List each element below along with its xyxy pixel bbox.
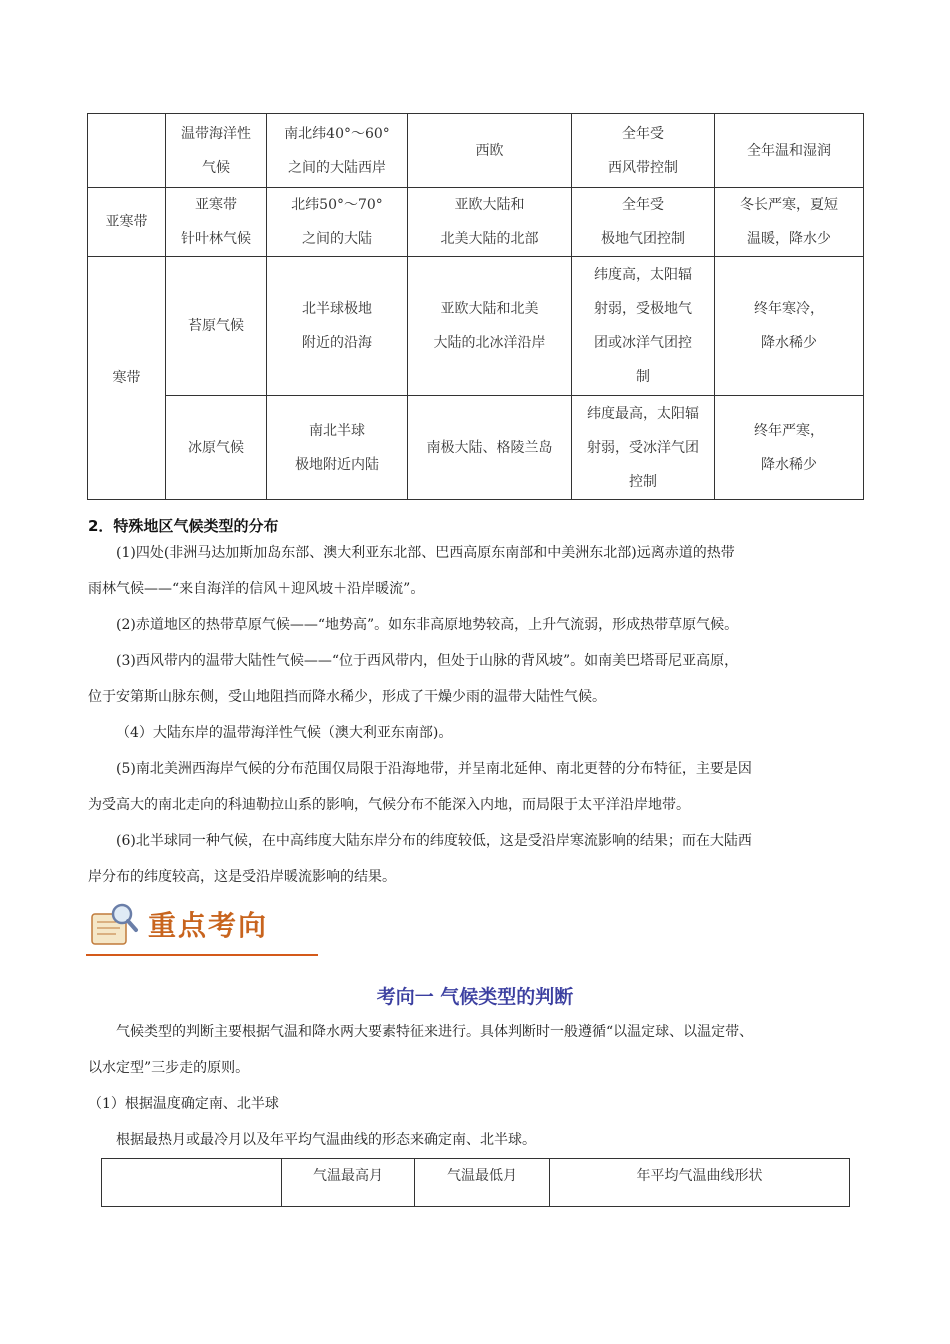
paragraph: 根据最热月或最冷月以及年平均气温曲线的形态来确定南、北半球。 [116, 1132, 536, 1148]
paragraph: (5)南北美洲西海岸气候的分布范围仅局限于沿海地带，并呈南北延伸、南北更替的分布特征，主要是因 [116, 761, 752, 777]
climate-type-cell: 苔原气候 [166, 257, 267, 396]
key-focus-banner [86, 896, 318, 956]
feature-cell: 终年寒冷， 降水稀少 [715, 257, 864, 396]
paragraph: (2)赤道地区的热带草原气候——“地势高”。如东非高原地势较高，上升气流弱，形成热带草原气候。 [116, 617, 739, 633]
region-cell: 亚欧大陆和 北美大陆的北部 [408, 188, 572, 257]
cause-cell: 纬度最高，太阳辐 射弱，受冰洋气团 控制 [572, 396, 715, 500]
region-cell: 西欧 [408, 114, 572, 188]
paragraph: 岸分布的纬度较高，这是受沿岸暖流影响的结果。 [88, 869, 396, 885]
table-header-cell: 气温最低月 [415, 1159, 550, 1207]
table-header-cell: 气温最高月 [282, 1159, 415, 1207]
section2-body [88, 535, 863, 895]
feature-cell: 全年温和湿润 [715, 114, 864, 188]
table-row [88, 114, 864, 188]
region-cell: 亚欧大陆和北美 大陆的北冰洋沿岸 [408, 257, 572, 396]
feature-cell: 冬长严寒，夏短 温暖，降水少 [715, 188, 864, 257]
table-header-cell: 年平均气温曲线形状 [550, 1159, 850, 1207]
table-row [88, 396, 864, 500]
range-cell: 南北纬40°～60° 之间的大陆西岸 [267, 114, 408, 188]
cause-cell: 全年受 西风带控制 [572, 114, 715, 188]
banner-title: 重点考向 [148, 909, 269, 942]
paragraph: 为受高大的南北走向的科迪勒拉山系的影响，气候分布不能深入内地，而局限于太平洋沿岸地带。 [88, 797, 690, 813]
section-title: 2．特殊地区气候类型的分布 [88, 517, 279, 535]
kaoxiang-title: 考向一 气候类型的判断 [376, 986, 574, 1008]
kaoxiang-body [88, 1014, 863, 1158]
table-header-cell [102, 1159, 282, 1207]
zone-cell: 亚寒带 [88, 188, 166, 257]
step-heading: （1）根据温度确定南、北半球 [88, 1096, 279, 1112]
zone-cell: 寒带 [88, 257, 166, 500]
range-cell: 北半球极地 附近的沿海 [267, 257, 408, 396]
paragraph: (1)四处(非洲马达加斯加岛东部、澳大利亚东北部、巴西高原东南部和中美洲东北部)远离赤道的热带 [116, 545, 735, 561]
paragraph: 气候类型的判断主要根据气温和降水两大要素特征来进行。具体判断时一般遵循“以温定球、以温定带、 [116, 1024, 754, 1040]
table-row [88, 188, 864, 257]
paragraph: (6)北半球同一种气候，在中高纬度大陆东岸分布的纬度较低，这是受沿岸寒流影响的结果；而在大陆西 [116, 833, 752, 849]
table-row [88, 257, 864, 396]
climate-type-cell: 温带海洋性 气候 [166, 114, 267, 188]
range-cell: 北纬50°～70° 之间的大陆 [267, 188, 408, 257]
paragraph: 以水定型”三步走的原则。 [88, 1060, 250, 1076]
climate-type-cell: 亚寒带 针叶林气候 [166, 188, 267, 257]
cause-cell: 全年受 极地气团控制 [572, 188, 715, 257]
paragraph: (3)西风带内的温带大陆性气候——“位于西风带内，但处于山脉的背风坡”。如南美巴塔哥尼亚高原， [116, 653, 739, 669]
zone-cell [88, 114, 166, 188]
climate-table [87, 113, 864, 500]
notebook-magnifier-icon [88, 900, 140, 950]
cause-cell: 纬度高，太阳辐 射弱，受极地气 团或冰洋气团控 制 [572, 257, 715, 396]
feature-cell: 终年严寒， 降水稀少 [715, 396, 864, 500]
paragraph: 位于安第斯山脉东侧，受山地阻挡而降水稀少，形成了干燥少雨的温带大陆性气候。 [88, 689, 606, 705]
climate-type-cell: 冰原气候 [166, 396, 267, 500]
table-row [102, 1159, 850, 1207]
hemisphere-table [101, 1158, 850, 1207]
paragraph: （4）大陆东岸的温带海洋性气候（澳大利亚东南部)。 [116, 725, 453, 741]
range-cell: 南北半球 极地附近内陆 [267, 396, 408, 500]
paragraph: 雨林气候——“来自海洋的信风＋迎风坡＋沿岸暖流”。 [88, 581, 425, 597]
banner-underline [86, 954, 318, 956]
region-cell: 南极大陆、格陵兰岛 [408, 396, 572, 500]
